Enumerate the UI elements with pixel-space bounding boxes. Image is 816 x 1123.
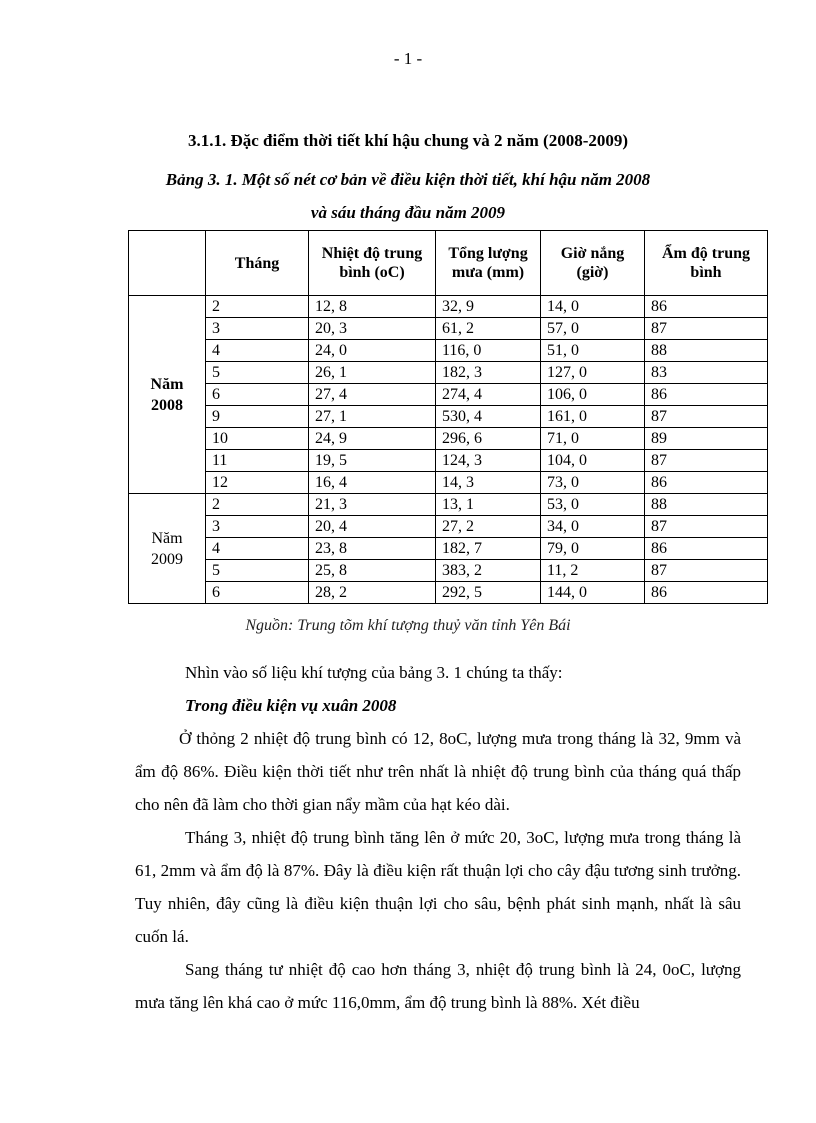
- sunshine-cell: 57, 0: [541, 318, 645, 340]
- rainfall-cell: 182, 3: [436, 362, 541, 384]
- month-cell: 2: [206, 296, 309, 318]
- humidity-cell: 86: [645, 296, 768, 318]
- month-cell: 4: [206, 538, 309, 560]
- month-cell: 5: [206, 560, 309, 582]
- intro-paragraph: Nhìn vào số liệu khí tượng của bảng 3. 1 chúng ta thấy:: [185, 663, 563, 682]
- month-cell: 4: [206, 340, 309, 362]
- body-text: [135, 656, 741, 1019]
- temperature-cell: 27, 1: [309, 406, 436, 428]
- header-temperature: Nhiệt độ trung bình (oC): [309, 231, 436, 296]
- month-cell: 12: [206, 472, 309, 494]
- table-row: [129, 406, 768, 428]
- paragraph-3: Sang tháng tư nhiệt độ cao hơn tháng 3, nhiệt độ trung bình là 24, 0oC, lượng mưa tăng lên khá cao ở mức 116,0mm, ẩm độ trung bình là 88%. Xét điều: [135, 960, 741, 1012]
- humidity-cell: 87: [645, 560, 768, 582]
- humidity-cell: 87: [645, 450, 768, 472]
- section-heading: 3.1.1. Đặc điểm thời tiết khí hậu chung và 2 năm (2008-2009): [187, 131, 629, 150]
- month-cell: 6: [206, 582, 309, 604]
- rainfall-cell: 383, 2: [436, 560, 541, 582]
- table-row: [129, 318, 768, 340]
- month-cell: 3: [206, 516, 309, 538]
- month-cell: 9: [206, 406, 309, 428]
- temperature-cell: 28, 2: [309, 582, 436, 604]
- table-row: [129, 582, 768, 604]
- rainfall-cell: 13, 1: [436, 494, 541, 516]
- weather-table: [128, 230, 768, 604]
- sunshine-cell: 51, 0: [541, 340, 645, 362]
- temperature-cell: 25, 8: [309, 560, 436, 582]
- rainfall-cell: 182, 7: [436, 538, 541, 560]
- humidity-cell: 88: [645, 494, 768, 516]
- rainfall-cell: 124, 3: [436, 450, 541, 472]
- sunshine-cell: 144, 0: [541, 582, 645, 604]
- temperature-cell: 27, 4: [309, 384, 436, 406]
- rainfall-cell: 116, 0: [436, 340, 541, 362]
- header-month: Tháng: [206, 231, 309, 296]
- sunshine-cell: 14, 0: [541, 296, 645, 318]
- temperature-cell: 24, 0: [309, 340, 436, 362]
- table-row: [129, 538, 768, 560]
- table-source: Nguồn: Trung tõm khí tượng thuỷ văn tỉnh Yên Bái: [245, 617, 571, 634]
- table-caption: [0, 163, 816, 229]
- table-header-row: [129, 231, 768, 296]
- temperature-cell: 23, 8: [309, 538, 436, 560]
- humidity-cell: 89: [645, 428, 768, 450]
- paragraph-1: Ở thỏng 2 nhiệt độ trung bình có 12, 8oC, lượng mưa trong tháng là 32, 9mm và ẩm độ 86%. Điều kiện thời tiết như trên nhất là nhiệt độ trung bình của tháng quá thấp cho nên đã làm cho thời gian nẩy mầm của hạt kéo dài.: [135, 729, 741, 814]
- month-cell: 2: [206, 494, 309, 516]
- header-year-cell: [129, 231, 206, 296]
- sunshine-cell: 73, 0: [541, 472, 645, 494]
- sunshine-cell: 161, 0: [541, 406, 645, 428]
- sunshine-cell: 106, 0: [541, 384, 645, 406]
- table-row: [129, 560, 768, 582]
- rainfall-cell: 296, 6: [436, 428, 541, 450]
- sunshine-cell: 34, 0: [541, 516, 645, 538]
- humidity-cell: 87: [645, 516, 768, 538]
- table-row: [129, 516, 768, 538]
- sunshine-cell: 53, 0: [541, 494, 645, 516]
- month-cell: 6: [206, 384, 309, 406]
- header-rainfall: Tổng lượng mưa (mm): [436, 231, 541, 296]
- table-row: [129, 362, 768, 384]
- table-row: [129, 296, 768, 318]
- temperature-cell: 26, 1: [309, 362, 436, 384]
- table-row: [129, 340, 768, 362]
- rainfall-cell: 32, 9: [436, 296, 541, 318]
- humidity-cell: 86: [645, 538, 768, 560]
- humidity-cell: 87: [645, 406, 768, 428]
- table-row: [129, 472, 768, 494]
- page-number: - 1 -: [393, 49, 423, 68]
- sunshine-cell: 79, 0: [541, 538, 645, 560]
- humidity-cell: 86: [645, 472, 768, 494]
- rainfall-cell: 61, 2: [436, 318, 541, 340]
- temperature-cell: 21, 3: [309, 494, 436, 516]
- humidity-cell: 86: [645, 384, 768, 406]
- table-row: [129, 384, 768, 406]
- subheading: Trong điều kiện vụ xuân 2008: [185, 696, 397, 715]
- rainfall-cell: 274, 4: [436, 384, 541, 406]
- humidity-cell: 88: [645, 340, 768, 362]
- sunshine-cell: 104, 0: [541, 450, 645, 472]
- sunshine-cell: 11, 2: [541, 560, 645, 582]
- paragraph-2: Tháng 3, nhiệt độ trung bình tăng lên ở mức 20, 3oC, lượng mưa trong tháng là 61, 2mm và ẩm độ là 87%. Đây là điều kiện rất thuận lợi cho cây đậu tương sinh trưởng. Tuy nhiên, đây cũng là điều kiện thuận lợi cho sâu, bệnh phát sinh mạnh, nhất là sâu cuốn lá.: [135, 828, 741, 946]
- table-row: [129, 494, 768, 516]
- month-cell: 10: [206, 428, 309, 450]
- sunshine-cell: 71, 0: [541, 428, 645, 450]
- humidity-cell: 87: [645, 318, 768, 340]
- month-cell: 5: [206, 362, 309, 384]
- temperature-cell: 12, 8: [309, 296, 436, 318]
- temperature-cell: 20, 3: [309, 318, 436, 340]
- header-sunshine: Giờ nắng (giờ): [541, 231, 645, 296]
- table-body: [129, 296, 768, 604]
- table-caption-line-2: và sáu tháng đầu năm 2009: [310, 203, 506, 222]
- year-label-cell: Năm 2008: [129, 296, 206, 494]
- temperature-cell: 24, 9: [309, 428, 436, 450]
- temperature-cell: 16, 4: [309, 472, 436, 494]
- rainfall-cell: 14, 3: [436, 472, 541, 494]
- temperature-cell: 19, 5: [309, 450, 436, 472]
- rainfall-cell: 27, 2: [436, 516, 541, 538]
- rainfall-cell: 530, 4: [436, 406, 541, 428]
- humidity-cell: 83: [645, 362, 768, 384]
- rainfall-cell: 292, 5: [436, 582, 541, 604]
- table-caption-line-1: Bảng 3. 1. Một số nét cơ bản về điều kiện thời tiết, khí hậu năm 2008: [165, 170, 651, 189]
- table-row: [129, 428, 768, 450]
- sunshine-cell: 127, 0: [541, 362, 645, 384]
- month-cell: 11: [206, 450, 309, 472]
- year-label-cell: Năm 2009: [129, 494, 206, 604]
- month-cell: 3: [206, 318, 309, 340]
- humidity-cell: 86: [645, 582, 768, 604]
- temperature-cell: 20, 4: [309, 516, 436, 538]
- table-row: [129, 450, 768, 472]
- header-humidity: Ẩm độ trung bình: [645, 231, 768, 296]
